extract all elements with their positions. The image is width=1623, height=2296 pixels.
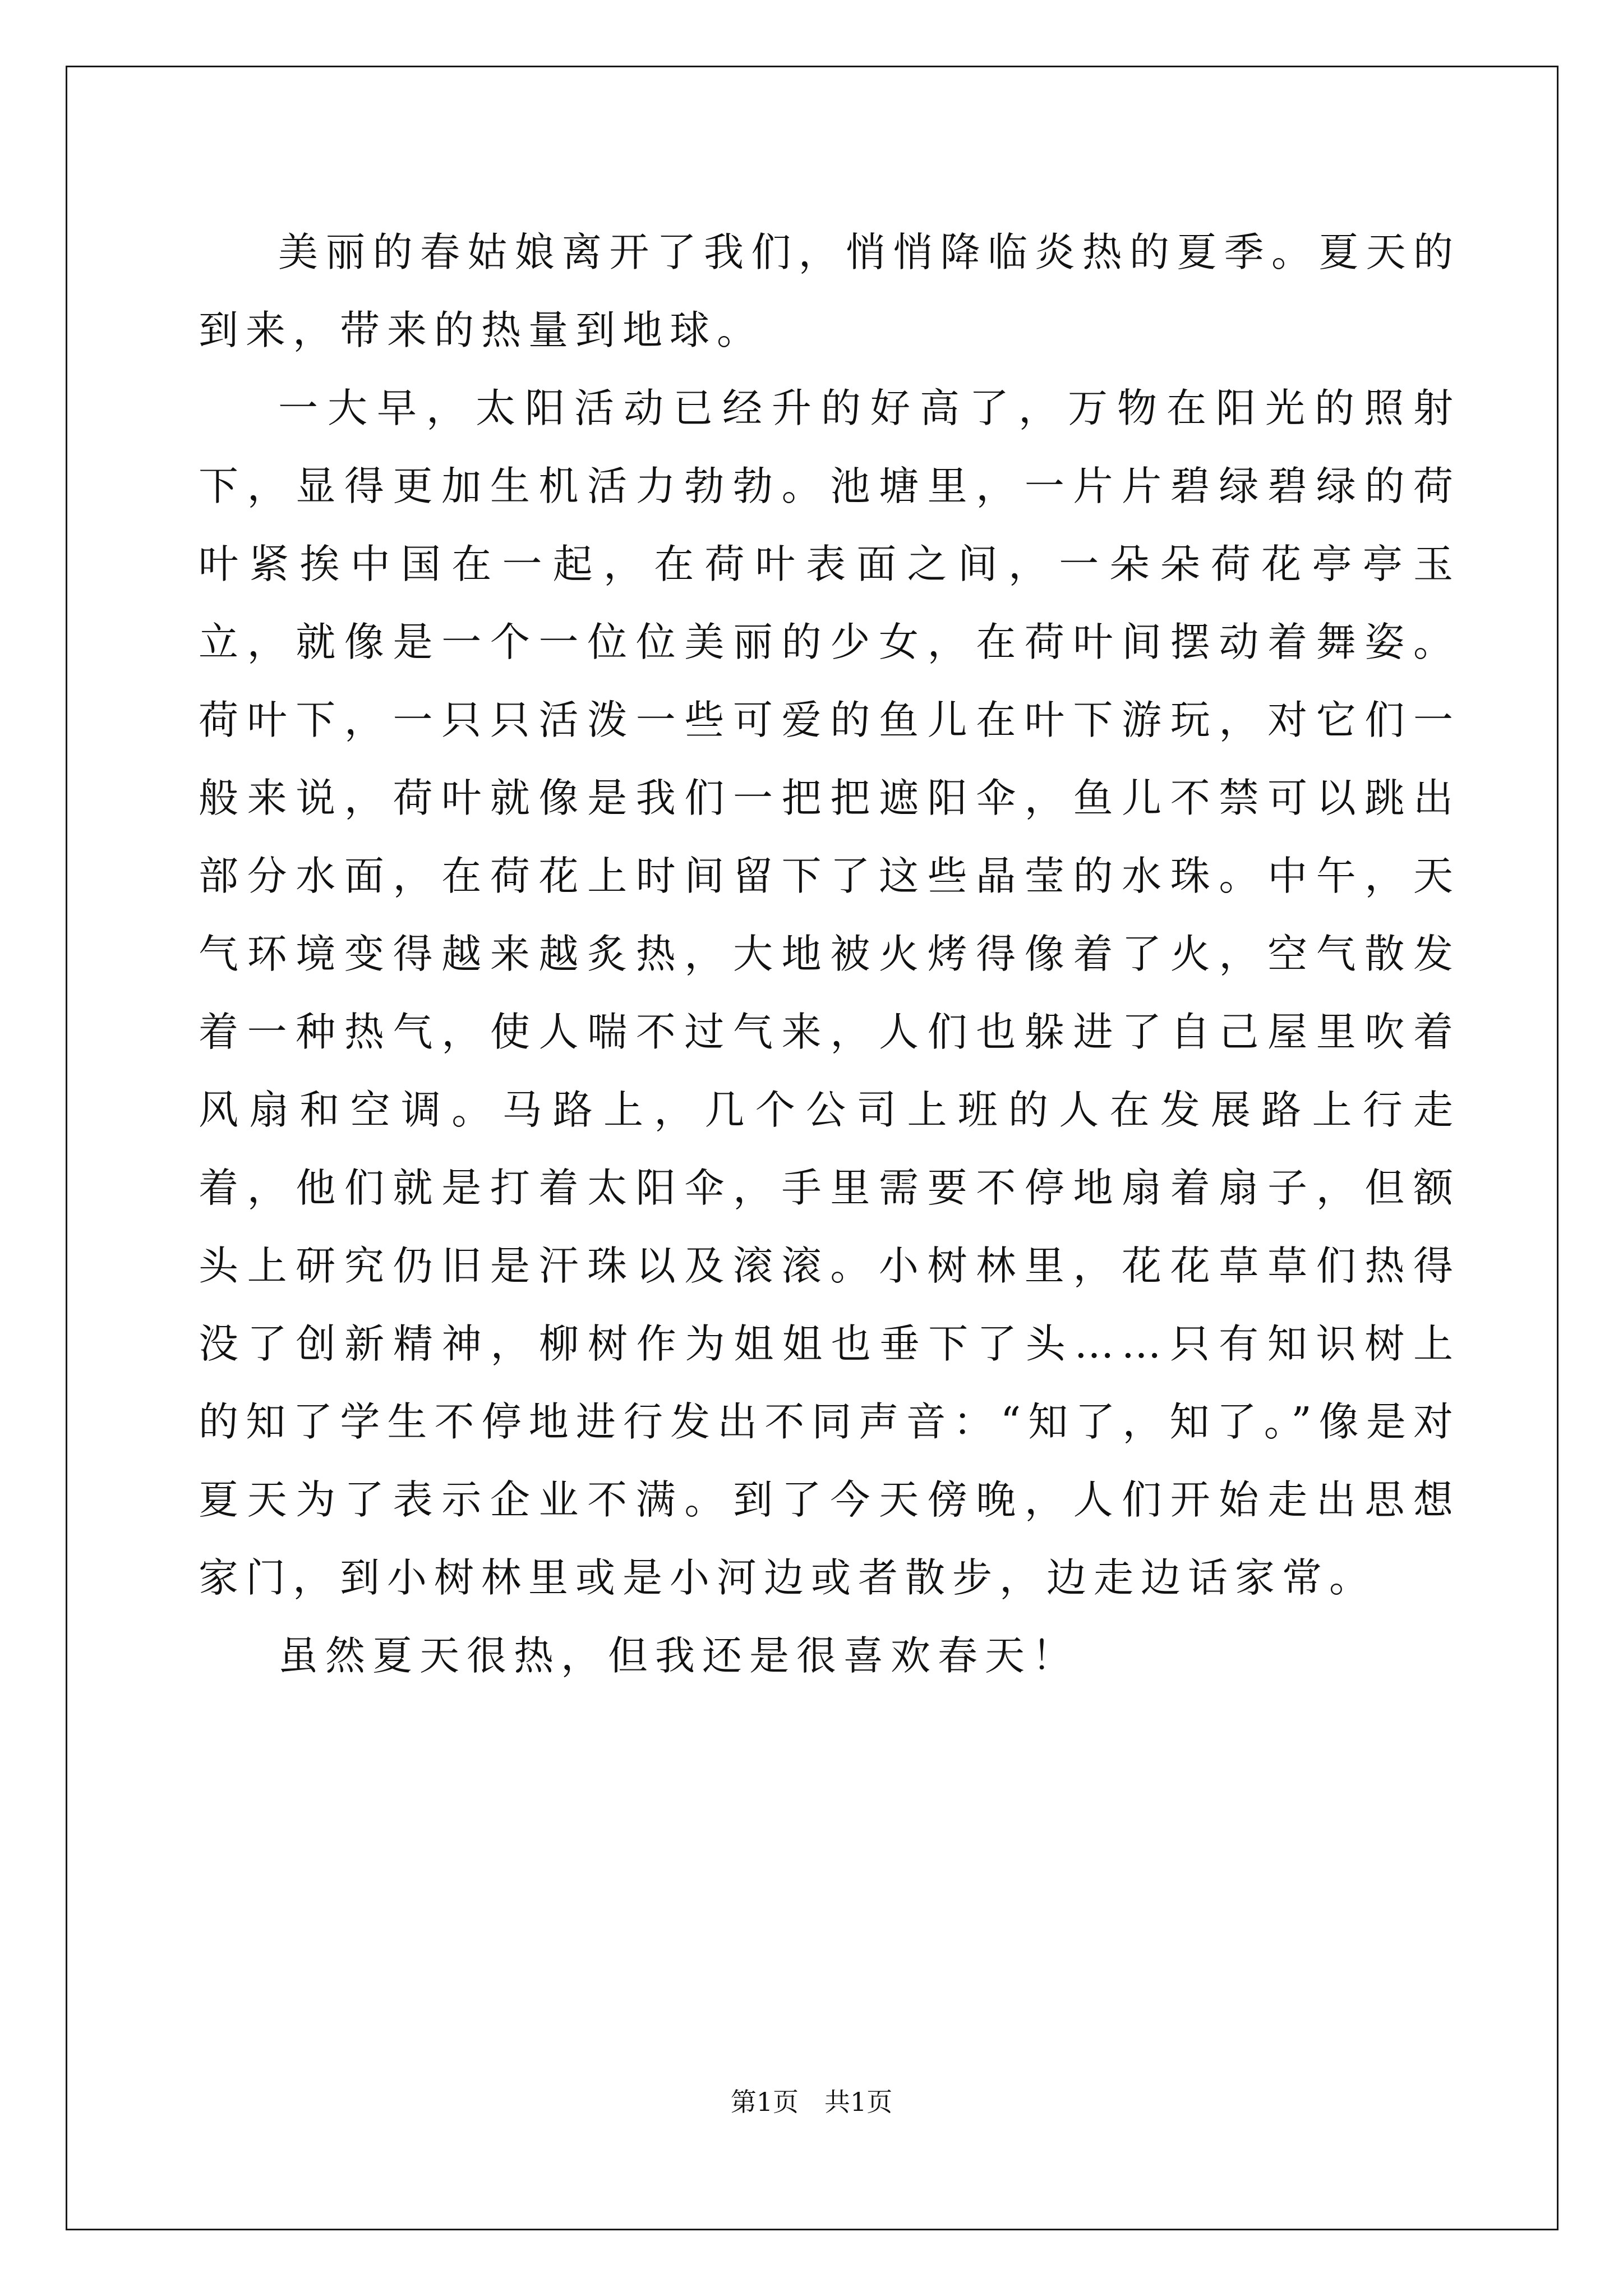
page-number-footer: 第1页 共1页 (730, 2087, 893, 2117)
paragraph-3: 虽然夏天很热，但我还是很喜欢春天！ (278, 1632, 1080, 1679)
paragraph-2: 一大早，太阳活动已经升的好高了，万物在阳光的照射下，显得更加生机活力勃勃。池塘里，一片片碧绿碧绿的荷叶紧挨中国在一起，在荷叶表面之间，一朵朵荷花亭亭玉立，就像是一个一位位美丽的少女，在荷叶间摆动着舞姿。荷叶下，一只只活泼一些可爱的鱼儿在叶下游玩，对它们一般来说，荷叶就像是我们一把把遮阳伞，鱼儿不禁可以跳出部分水面，在荷花上时间留下了这些晶莹的水珠。中午，天气环境变得越来越炙热，大地被火烤得像着了火，空气散发着一种热气，使人喘不过气来，人们也躲进了自己屋里吹着风扇和空调。马路上，几个公司上班的人在发展路上行走着，他们就是打着太阳伞，手里需要不停地扇着扇子，但额头上研究仍旧是汗珠以及滚滚。小树林里，花花草草们热得没了创新精神，柳树作为姐姐也垂下了头……只有知识树上的知了学生不停地进行发出不同声音：“知了，知了。”像是对夏天为了表示企业不满。到了今天傍晚，人们开始走出思想家门，到小树林里或是小河边或者散步，边走边话家常。 (199, 385, 1460, 1601)
paragraph-1: 美丽的春姑娘离开了我们，悄悄降临炎热的夏季。夏天的到来，带来的热量到地球。 (199, 229, 1460, 353)
document-body (199, 213, 1460, 1695)
